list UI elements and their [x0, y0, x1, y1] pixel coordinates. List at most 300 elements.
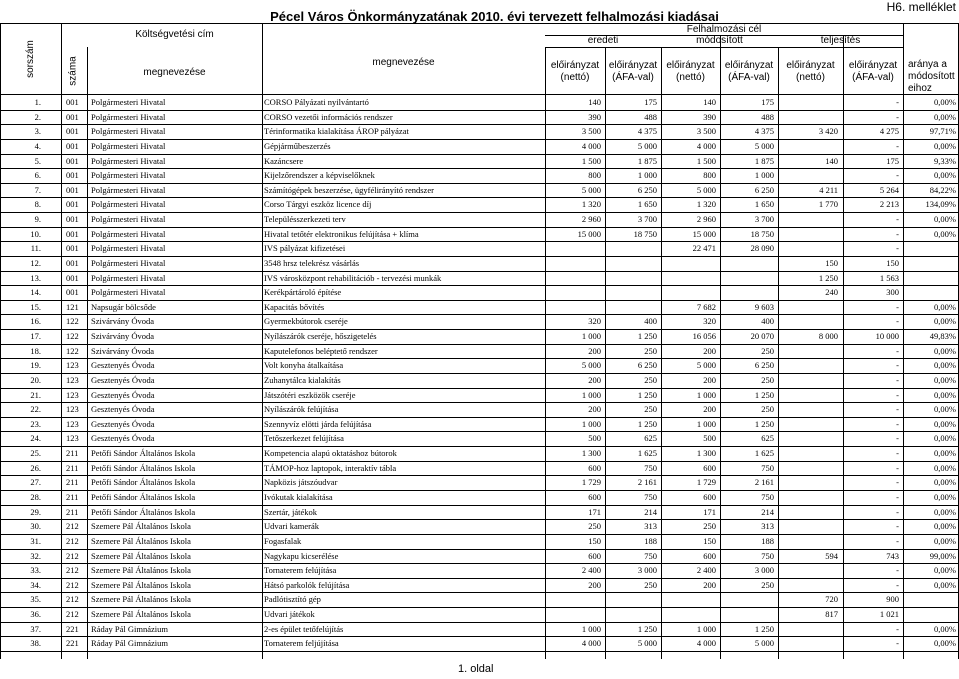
row-cost-code: 121 — [66, 301, 79, 312]
row-modified-vat: 3 700 — [754, 214, 774, 225]
row-cost-code: 123 — [66, 360, 79, 371]
row-completion-net: 140 — [825, 155, 838, 166]
row-original-vat: 188 — [644, 535, 657, 546]
row-unit-name: Szemere Pál Általános Iskola — [91, 535, 191, 546]
row-original-vat: 214 — [644, 506, 657, 517]
row-unit-name: Petőfi Sándor Általános Iskola — [91, 506, 196, 517]
annex-label: H6. melléklet — [886, 0, 956, 14]
row-completion-net: 720 — [825, 594, 838, 605]
row-completion-net: 817 — [825, 609, 838, 620]
row-modified-net: 600 — [703, 462, 716, 473]
row-modified-net: 2 960 — [696, 214, 716, 225]
row-border — [0, 651, 959, 652]
row-purpose: Kapacitás bővítés — [264, 301, 325, 312]
row-cost-code: 212 — [66, 521, 79, 532]
row-original-vat: 6 250 — [637, 360, 657, 371]
table-row — [0, 271, 959, 286]
row-number: 6. — [34, 170, 41, 181]
row-purpose: Számítógépek beszerzése, ügyfélirányító rendszer — [264, 184, 434, 195]
row-number: 36. — [30, 609, 41, 620]
row-completion-vat: 175 — [886, 155, 899, 166]
row-original-vat: 3 700 — [637, 214, 657, 225]
row-completion-vat: - — [896, 506, 899, 517]
row-cost-code: 122 — [66, 331, 79, 342]
table-row — [0, 344, 959, 359]
row-cost-code: 211 — [66, 462, 79, 473]
row-modified-vat: 1 625 — [754, 448, 774, 459]
row-original-vat: 1 875 — [637, 155, 657, 166]
row-unit-name: Polgármesteri Hivatal — [91, 155, 166, 166]
row-completion-vat: 150 — [886, 257, 899, 268]
row-purpose: Nyílászárók felújítása — [264, 404, 339, 415]
row-purpose: Hátsó parkolók felújítása — [264, 579, 350, 590]
row-modified-vat: 9 603 — [754, 301, 774, 312]
row-purpose: CORSO Pályázati nyilvántartó — [264, 97, 369, 107]
row-number: 18. — [30, 345, 41, 356]
row-modified-net: 1 000 — [696, 418, 716, 429]
table-row — [0, 446, 959, 461]
row-original-vat: 750 — [644, 550, 657, 561]
row-cost-code: 001 — [66, 140, 79, 151]
row-completion-vat: - — [896, 418, 899, 429]
row-number: 16. — [30, 316, 41, 327]
row-cost-code: 001 — [66, 199, 79, 210]
table-row — [0, 592, 959, 607]
row-original-net: 600 — [588, 492, 601, 502]
col-header-megnevezese: megnevezése — [143, 67, 206, 78]
row-original-vat: 1 625 — [637, 448, 657, 459]
row-modified-net: 500 — [703, 433, 716, 444]
row-purpose: Zuhanytálca kialakítás — [264, 374, 341, 385]
row-ratio: 97,71% — [929, 126, 956, 137]
row-purpose: Gépjárműbeszerzés — [264, 140, 331, 151]
table-row — [0, 622, 959, 637]
row-ratio: 0,00% — [934, 462, 956, 473]
row-unit-name: Szivárvány Óvoda — [91, 345, 155, 356]
col-header-eredeti-afa: előirányzat (ÁFA-val) — [608, 60, 658, 83]
row-modified-vat: 1 250 — [754, 389, 774, 400]
row-unit-name: Szemere Pál Általános Iskola — [91, 594, 191, 605]
row-original-net: 600 — [588, 462, 601, 473]
row-completion-vat: - — [896, 360, 899, 371]
row-original-vat: 5 000 — [637, 140, 657, 151]
row-modified-net: 1 729 — [696, 477, 716, 488]
table-row — [0, 373, 959, 388]
row-original-net: 200 — [588, 404, 601, 415]
row-modified-net: 171 — [703, 506, 716, 517]
row-modified-vat: 5 000 — [754, 638, 774, 649]
row-completion-net: 150 — [825, 257, 838, 268]
row-original-net: 140 — [588, 97, 601, 107]
row-cost-code: 123 — [66, 404, 79, 415]
row-unit-name: Polgármesteri Hivatal — [91, 243, 166, 254]
row-cost-code: 212 — [66, 594, 79, 605]
col-header-teljesites-netto: előirányzat (nettó) — [786, 60, 835, 83]
col-header-eredeti-netto: előirányzat (nettó) — [550, 60, 600, 83]
row-unit-name: Polgármesteri Hivatal — [91, 214, 166, 225]
row-number: 14. — [30, 287, 41, 298]
table-row — [0, 388, 959, 403]
row-ratio: 0,00% — [934, 535, 956, 546]
row-completion-vat: - — [896, 170, 899, 181]
row-purpose: Térinformatika kialakítása ÁROP pályázat — [264, 126, 409, 137]
row-purpose: Szennyvíz elötti járda felújítása — [264, 418, 372, 429]
row-modified-vat: 250 — [761, 579, 774, 590]
row-original-vat: 400 — [644, 316, 657, 327]
row-cost-code: 221 — [66, 638, 79, 649]
table-row — [0, 139, 959, 154]
row-original-vat: 6 250 — [637, 184, 657, 195]
row-completion-vat: - — [896, 448, 899, 459]
table-row — [0, 212, 959, 227]
row-completion-vat: - — [896, 579, 899, 590]
row-purpose: Hivatal tetőtér elektronikus felújítása + klíma — [264, 228, 419, 239]
row-purpose: TÁMOP-hoz laptopok, interaktív tábla — [264, 462, 397, 473]
row-purpose: Padlótisztító gép — [264, 594, 321, 605]
table-row — [0, 402, 959, 417]
row-completion-vat: - — [896, 535, 899, 546]
row-original-net: 1 500 — [581, 155, 601, 166]
row-ratio: 0,00% — [934, 214, 956, 225]
row-original-net: 171 — [588, 506, 601, 517]
row-completion-net: 8 000 — [818, 331, 838, 342]
row-number: 15. — [30, 301, 41, 312]
row-number: 5. — [34, 155, 41, 166]
row-original-net: 1 320 — [581, 199, 601, 210]
row-number: 34. — [30, 579, 41, 590]
row-cost-code: 211 — [66, 506, 79, 517]
row-number: 19. — [30, 360, 41, 371]
row-unit-name: Napsugár bölcsőde — [91, 301, 156, 312]
row-original-net: 500 — [588, 433, 601, 444]
row-modified-vat: 20 070 — [750, 331, 774, 342]
row-unit-name: Gesztenyés Óvoda — [91, 404, 155, 415]
row-original-net: 4 000 — [581, 140, 601, 151]
row-ratio: 49,83% — [929, 331, 956, 342]
table-row — [0, 300, 959, 315]
row-modified-net: 800 — [703, 170, 716, 181]
row-unit-name: Polgármesteri Hivatal — [91, 97, 166, 107]
col-header-teljesites-afa: előirányzat (ÁFA-val) — [848, 60, 898, 83]
row-original-net: 800 — [588, 170, 601, 181]
row-purpose: Kerékpártároló építése — [264, 287, 342, 298]
row-ratio: 99,00% — [929, 550, 956, 561]
row-unit-name: Polgármesteri Hivatal — [91, 184, 166, 195]
row-number: 11. — [30, 243, 41, 254]
row-modified-net: 200 — [703, 404, 716, 415]
row-unit-name: Polgármesteri Hivatal — [91, 228, 166, 239]
row-completion-vat: 2 213 — [879, 199, 899, 210]
row-cost-code: 001 — [66, 97, 79, 107]
table-row — [0, 461, 959, 476]
row-purpose: Napközis játszóudvar — [264, 477, 338, 488]
row-unit-name: Gesztenyés Óvoda — [91, 389, 155, 400]
row-modified-net: 200 — [703, 579, 716, 590]
row-original-vat: 1 250 — [637, 331, 657, 342]
row-purpose: Szertár, játékok — [264, 506, 317, 517]
row-original-net: 1 000 — [581, 331, 601, 342]
row-number: 21. — [30, 389, 41, 400]
row-modified-vat: 313 — [761, 521, 774, 532]
row-modified-net: 7 682 — [696, 301, 716, 312]
row-ratio: 0,00% — [934, 638, 956, 649]
table-row — [0, 227, 959, 242]
row-completion-vat: - — [896, 492, 899, 502]
row-modified-vat: 750 — [761, 492, 774, 502]
row-original-net: 5 000 — [581, 360, 601, 371]
row-purpose: Fogasfalak — [264, 535, 302, 546]
row-ratio: 0,00% — [934, 565, 956, 576]
row-unit-name: Polgármesteri Hivatal — [91, 272, 166, 283]
page-number: 1. oldal — [458, 663, 494, 675]
row-completion-vat: - — [896, 301, 899, 312]
row-unit-name: Ráday Pál Gimnázium — [91, 623, 168, 634]
row-number: 30. — [30, 521, 41, 532]
row-unit-name: Szemere Pál Általános Iskola — [91, 579, 191, 590]
row-unit-name: Gesztenyés Óvoda — [91, 374, 155, 385]
row-modified-vat: 2 161 — [754, 477, 774, 488]
row-cost-code: 001 — [66, 228, 79, 239]
row-number: 3. — [34, 126, 41, 137]
col-header-teljesites: teljesítés — [820, 35, 861, 46]
row-modified-vat: 250 — [761, 345, 774, 356]
row-modified-net: 250 — [703, 521, 716, 532]
table-row — [0, 124, 959, 139]
row-purpose: Kazáncsere — [264, 155, 304, 166]
row-completion-vat: - — [896, 111, 899, 122]
row-cost-code: 211 — [66, 448, 79, 459]
row-modified-vat: 4 375 — [754, 126, 774, 137]
row-modified-vat: 625 — [761, 433, 774, 444]
row-purpose: Településszerkezeti terv — [264, 214, 346, 225]
row-original-vat: 1 650 — [637, 199, 657, 210]
row-completion-vat: 4 275 — [879, 126, 899, 137]
row-completion-vat: - — [896, 404, 899, 415]
row-purpose: IVS pályázat kifizetései — [264, 243, 346, 254]
row-number: 20. — [30, 374, 41, 385]
row-ratio: 0,00% — [934, 389, 956, 400]
row-original-vat: 750 — [644, 462, 657, 473]
row-modified-net: 200 — [703, 374, 716, 385]
row-original-vat: 1 250 — [637, 418, 657, 429]
row-original-net: 600 — [588, 550, 601, 561]
table-row — [0, 563, 959, 578]
row-cost-code: 001 — [66, 287, 79, 298]
row-cost-code: 212 — [66, 579, 79, 590]
row-completion-vat: - — [896, 433, 899, 444]
row-modified-net: 15 000 — [692, 228, 716, 239]
row-cost-code: 001 — [66, 155, 79, 166]
row-completion-vat: 1 021 — [879, 609, 899, 620]
row-ratio: 0,00% — [934, 477, 956, 488]
table-row — [0, 607, 959, 622]
table-row — [0, 95, 959, 110]
row-cost-code: 221 — [66, 623, 79, 634]
row-cost-code: 123 — [66, 418, 79, 429]
row-modified-vat: 750 — [761, 550, 774, 561]
row-modified-net: 1 300 — [696, 448, 716, 459]
row-number: 28. — [30, 492, 41, 502]
row-completion-vat: - — [896, 97, 899, 107]
row-original-net: 1 000 — [581, 623, 601, 634]
row-original-net: 1 000 — [581, 418, 601, 429]
row-unit-name: Szemere Pál Általános Iskola — [91, 521, 191, 532]
row-ratio: 0,00% — [934, 140, 956, 151]
row-original-vat: 250 — [644, 404, 657, 415]
row-purpose: Kaputelefonos beléptető rendszer — [264, 345, 378, 356]
row-modified-vat: 188 — [761, 535, 774, 546]
row-modified-vat: 18 750 — [750, 228, 774, 239]
row-purpose: Nyílászárók cseréje, hőszigetelés — [264, 331, 377, 342]
row-number: 7. — [34, 184, 41, 195]
row-completion-net: 4 211 — [819, 184, 838, 195]
row-modified-vat: 1 650 — [754, 199, 774, 210]
col-header-cel-megnevezese: megnevezése — [372, 57, 435, 68]
row-original-vat: 1 250 — [637, 623, 657, 634]
row-unit-name: Petőfi Sándor Általános Iskola — [91, 477, 196, 488]
table-row — [0, 285, 959, 300]
row-purpose: 3548 hrsz telekrész vásárlás — [264, 257, 360, 268]
grid-line — [61, 23, 62, 47]
row-cost-code: 001 — [66, 243, 79, 254]
row-completion-vat: - — [896, 243, 899, 254]
row-completion-vat: 10 000 — [875, 331, 899, 342]
row-completion-vat: 900 — [886, 594, 899, 605]
row-purpose: Corso Tárgyi eszköz licence díj — [264, 199, 372, 210]
table-row — [0, 431, 959, 446]
row-ratio: 0,00% — [934, 316, 956, 327]
row-modified-net: 4 000 — [696, 638, 716, 649]
row-original-net: 4 000 — [581, 638, 601, 649]
row-completion-vat: - — [896, 462, 899, 473]
row-unit-name: Gesztenyés Óvoda — [91, 418, 155, 429]
row-ratio: 0,00% — [934, 301, 956, 312]
row-modified-net: 16 056 — [692, 331, 716, 342]
row-number: 13. — [30, 272, 41, 283]
row-original-vat: 2 161 — [637, 477, 657, 488]
row-modified-vat: 1 250 — [754, 623, 774, 634]
row-number: 10. — [30, 228, 41, 239]
row-completion-vat: 1 563 — [879, 272, 899, 283]
row-cost-code: 123 — [66, 433, 79, 444]
row-purpose: IVS városközpont rehabilitációb - tervezési munkák — [264, 272, 442, 283]
table-row — [0, 519, 959, 534]
row-purpose: 2-es épület tetőfelújítás — [264, 623, 344, 634]
row-original-vat: 488 — [644, 111, 657, 122]
row-modified-net: 320 — [703, 316, 716, 327]
row-original-net: 15 000 — [577, 228, 601, 239]
row-modified-net: 200 — [703, 345, 716, 356]
row-original-vat: 250 — [644, 345, 657, 356]
row-modified-vat: 3 000 — [754, 565, 774, 576]
row-unit-name: Polgármesteri Hivatal — [91, 126, 166, 137]
row-original-vat: 4 375 — [637, 126, 657, 137]
row-original-vat: 750 — [644, 492, 657, 502]
row-completion-vat: 300 — [886, 287, 899, 298]
row-original-net: 2 400 — [581, 565, 601, 576]
row-modified-vat: 250 — [761, 404, 774, 415]
row-modified-net: 140 — [703, 97, 716, 107]
row-ratio: 0,00% — [934, 228, 956, 239]
row-purpose: Tetőszerkezet felújítása — [264, 433, 344, 444]
row-cost-code: 001 — [66, 214, 79, 225]
row-modified-net: 600 — [703, 550, 716, 561]
col-header-modositott-netto: előirányzat (nettó) — [666, 60, 715, 83]
row-cost-code: 001 — [66, 126, 79, 137]
row-number: 27. — [30, 477, 41, 488]
row-cost-code: 212 — [66, 609, 79, 620]
row-completion-vat: - — [896, 521, 899, 532]
table-row — [0, 314, 959, 329]
row-number: 35. — [30, 594, 41, 605]
row-completion-vat: - — [896, 214, 899, 225]
row-original-net: 200 — [588, 345, 601, 356]
row-modified-net: 5 000 — [696, 184, 716, 195]
row-number: 31. — [30, 535, 41, 546]
row-purpose: Udvari játékok — [264, 609, 315, 620]
row-purpose: Kompetencia alapú oktatáshoz bútorok — [264, 448, 397, 459]
row-modified-vat: 28 090 — [750, 243, 774, 254]
row-cost-code: 001 — [66, 184, 79, 195]
row-number: 24. — [30, 433, 41, 444]
table-row — [0, 475, 959, 490]
row-purpose: Tornaterem felújítása — [264, 565, 337, 576]
row-modified-vat: 6 250 — [754, 184, 774, 195]
row-completion-net: 1 250 — [818, 272, 838, 283]
row-purpose: Ivókutak kialakítása — [264, 492, 333, 502]
row-modified-net: 2 400 — [696, 565, 716, 576]
row-completion-vat: - — [896, 623, 899, 634]
row-cost-code: 001 — [66, 111, 79, 122]
row-unit-name: Petőfi Sándor Általános Iskola — [91, 492, 196, 502]
row-unit-name: Ráday Pál Gimnázium — [91, 638, 168, 649]
row-ratio: 0,00% — [934, 170, 956, 181]
row-modified-vat: 400 — [761, 316, 774, 327]
table-row — [0, 358, 959, 373]
row-cost-code: 001 — [66, 272, 79, 283]
row-purpose: Játszótéri eszközök cseréje — [264, 389, 356, 400]
table-row — [0, 183, 959, 198]
col-header-modositott-afa: előirányzat (ÁFA-val) — [724, 60, 774, 83]
row-original-net: 5 000 — [581, 184, 601, 195]
row-purpose: Udvari kamerák — [264, 521, 319, 532]
row-number: 4. — [34, 140, 41, 151]
table-row — [0, 241, 959, 256]
row-modified-vat: 250 — [761, 374, 774, 385]
row-original-vat: 5 000 — [637, 638, 657, 649]
row-ratio: 0,00% — [934, 360, 956, 371]
row-cost-code: 123 — [66, 374, 79, 385]
row-original-vat: 3 000 — [637, 565, 657, 576]
row-unit-name: Gesztenyés Óvoda — [91, 360, 155, 371]
row-modified-net: 3 500 — [696, 126, 716, 137]
row-original-net: 150 — [588, 535, 601, 546]
row-unit-name: Szemere Pál Általános Iskola — [91, 609, 191, 620]
row-completion-vat: 5 264 — [879, 184, 899, 195]
row-cost-code: 001 — [66, 257, 79, 268]
row-unit-name: Szivárvány Óvoda — [91, 316, 155, 327]
row-unit-name: Petőfi Sándor Általános Iskola — [91, 448, 196, 459]
table-row — [0, 505, 959, 520]
table-row — [0, 110, 959, 125]
row-purpose: Tornaterem feljújítása — [264, 638, 339, 649]
row-purpose: CORSO vezetői információs rendszer — [264, 111, 393, 122]
row-cost-code: 122 — [66, 316, 79, 327]
row-completion-vat: - — [896, 374, 899, 385]
row-modified-net: 150 — [703, 535, 716, 546]
row-completion-vat: - — [896, 565, 899, 576]
row-original-net: 1 300 — [581, 448, 601, 459]
